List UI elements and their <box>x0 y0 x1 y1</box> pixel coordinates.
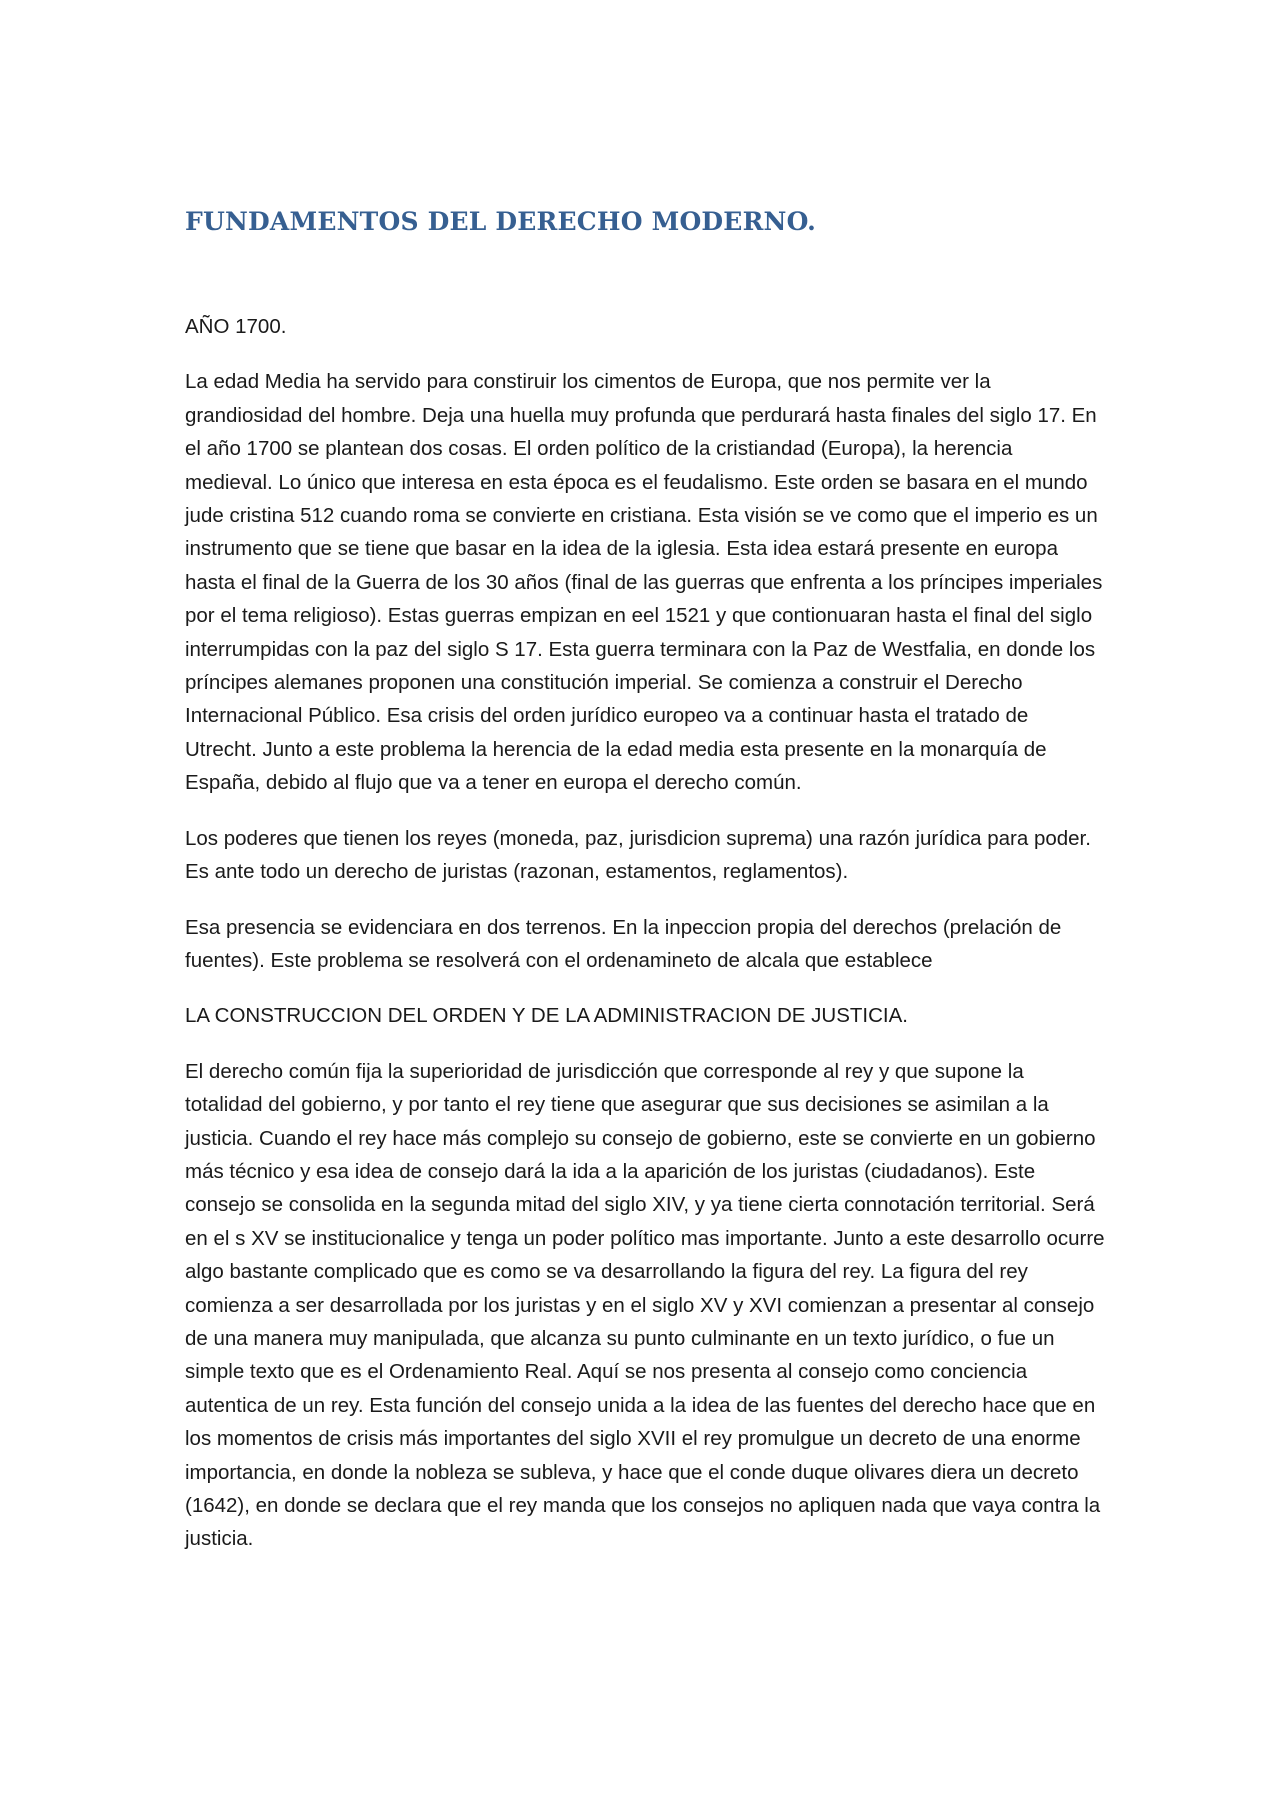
section-heading-justice: LA CONSTRUCCION DEL ORDEN Y DE LA ADMINISTRACION DE JUSTICIA. <box>185 1004 908 1028</box>
paragraph-middle-ages: La edad Media ha servido para constiruir los cimentos de Europa, que nos permite ver la grandiosidad del hombre. Deja una huella muy profunda que perdurará hasta finales del siglo 17. En el año 1700 se plantean dos cosas. El orden político de la cristiandad (Europa), la herencia medieval. Lo único que interesa en esta época es el feudalismo. Este orden se basara en el mundo jude cristina 512 cuando roma se convierte en cristiana. Esta visión se ve como que el imperio es un instrumento que se tiene que basar en la idea de la iglesia. Esta idea estará presente en europa hasta el final de la Guerra de los 30 años (final de las guerras que enfrenta a los príncipes imperiales por el tema religioso). Estas guerras empizan en eel 1521 y que contionuaran hasta el final del siglo interrumpidas con la paz del siglo S 17. Esta guerra terminara con la Paz de Westfalia, en donde los príncipes alemanes proponen una constitución imperial. Se comienza a construir el Derecho Internacional Público. Esa crisis del orden jurídico europeo va a continuar hasta el tratado de Utrecht. Junto a este problema la herencia de la edad media esta presente en la monarquía de España, debido al flujo que va a tener en europa el derecho común. <box>185 370 1103 795</box>
paragraph-sources: Esa presencia se evidenciara en dos terrenos. En la inpeccion propia del derechos (prelación de fuentes). Este problema se resolverá con el ordenamineto de alcala que establece <box>185 915 1062 972</box>
paragraph-year: AÑO 1700. <box>185 315 287 338</box>
paragraph-royal-powers: Los poderes que tienen los reyes (moneda, paz, jurisdicion suprema) una razón jurídica para poder. Es ante todo un derecho de juristas (razonan, estamentos, reglamentos). <box>185 826 1091 884</box>
document-title: FUNDAMENTOS DEL DERECHO MODERNO. <box>185 207 817 236</box>
paragraph-common-law: El derecho común fija la superioridad de jurisdicción que corresponde al rey y que supone la totalidad del gobierno, y por tanto el rey tiene que asegurar que sus decisiones se asimilan a la justicia. Cuando el rey hace más complejo su consejo de gobierno, este se convierte en un gobierno más técnico y esa idea de consejo dará la ida a la aparición de los juristas (ciudadanos). Este consejo se consolida en la segunda mitad del siglo XIV, y ya tiene cierta connotación territorial. Será en el s XV se institucionalice y tenga un poder político mas importante. Junto a este desarrollo ocurre algo bastante complicado que es como se va desarrollando la figura del rey. La figura del rey comienza a ser desarrollada por los juristas y en el siglo XV y XVI comienzan a presentar al consejo de una manera muy manipulada, que alcanza su punto culminante en un texto jurídico, o fue un simple texto que es el Ordenamiento Real. Aquí se nos presenta al consejo como conciencia autentica de un rey. Esta función del consejo unida a la idea de las fuentes del derecho hace que en los momentos de crisis más importantes del siglo XVII el rey promulgue un decreto de una enorme importancia, en donde la nobleza se subleva, y hace que el conde duque olivares diera un decreto (1642), en donde se declara que el rey manda que los consejos no apliquen nada que vaya contra la justicia. <box>185 1059 1105 1551</box>
document-page <box>185 196 1105 1578</box>
